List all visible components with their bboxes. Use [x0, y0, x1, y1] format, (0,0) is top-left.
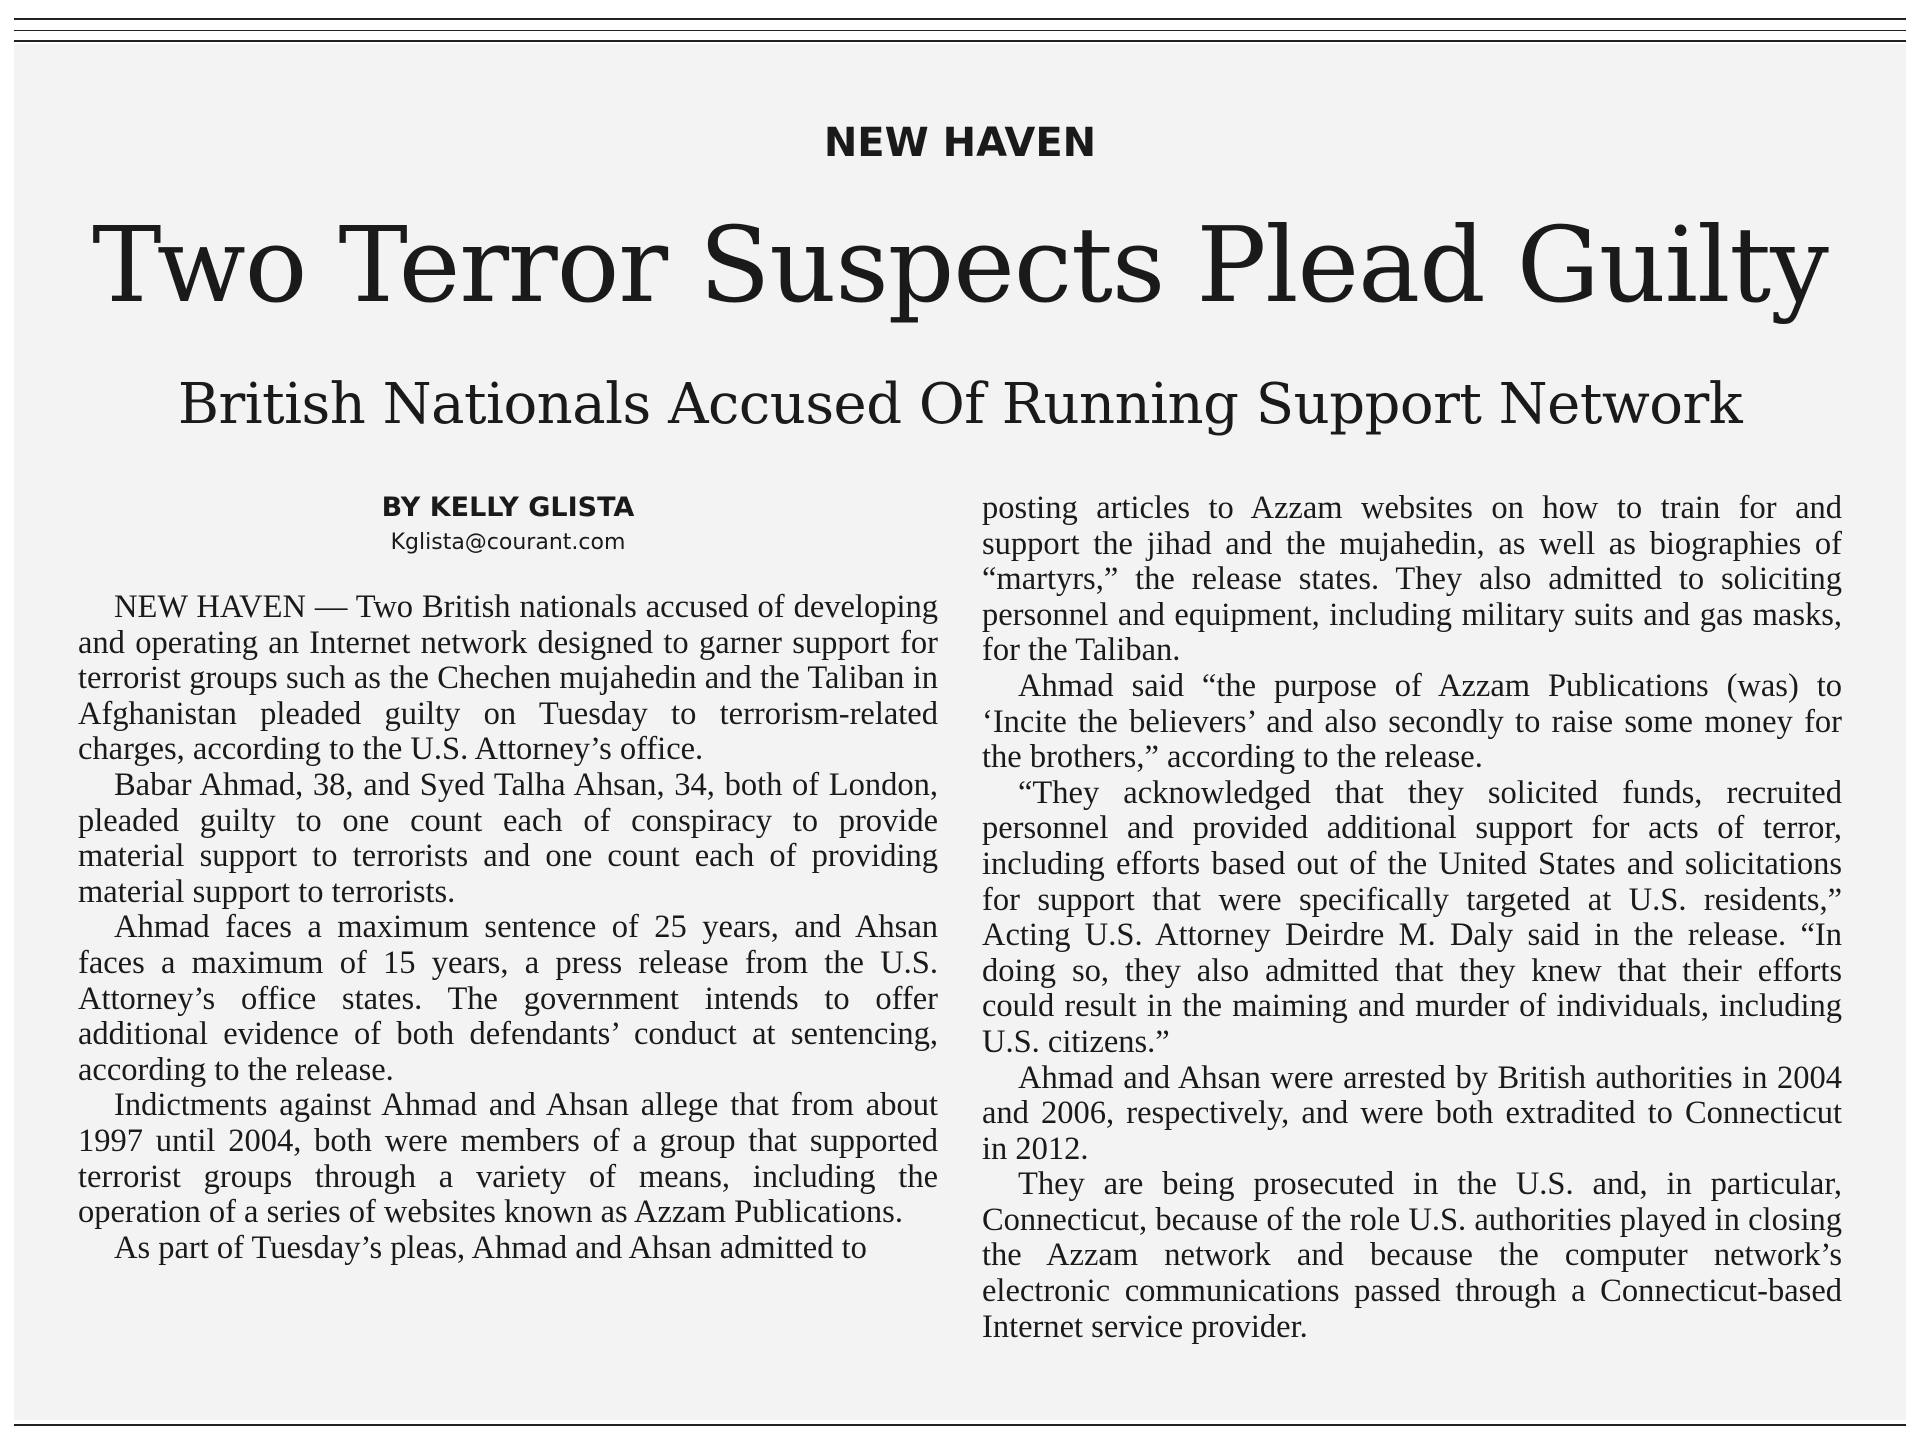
- paragraph: As part of Tuesday’s pleas, Ahmad and Ahsan admitted to: [114, 1229, 867, 1266]
- paragraph: Ahmad said “the purpose of Azzam Publications (was) to ‘Incite the believers’ and also secondly to raise some money for the brothers,” according to the release.: [982, 667, 1842, 776]
- article-column-right: [982, 491, 1842, 1345]
- top-rule: [14, 18, 1906, 20]
- subheadline: British Nationals Accused Of Running Support Network: [177, 372, 1743, 437]
- headline: Two Terror Suspects Plead Guilty: [92, 204, 1828, 326]
- paragraph: “They acknowledged that they solicited funds, recruited personnel and provided additional support for acts of terror, including efforts based out of the United States and solicitations for support that were specifically targeted at U.S. residents,” Acting U.S. Attorney Deirdre M. Daly said in the release. “In doing so, they also admitted that they knew that their efforts could result in the maiming and murder of individuals, including U.S. citizens.”: [982, 774, 1842, 1060]
- paragraph: posting articles to Azzam websites on how to train for and support the jihad and the mujahedin, as well as biographies of “martyrs,” the release states. They also admitted to soliciting personnel and equipment, including military suits and gas masks, for the Taliban.: [982, 490, 1842, 669]
- byline: BY KELLY GLISTA: [381, 492, 635, 523]
- paragraph: NEW HAVEN — Two British nationals accused of developing and operating an Internet network designed to garner support for terrorist groups such as the Chechen mujahedin and the Taliban in Afghanistan pleaded guilty on Tuesday to terrorism-related charges, according to the U.S. Attorney’s office.: [78, 589, 938, 768]
- top-rule-thin: [14, 30, 1906, 31]
- top-rule-lower: [14, 40, 1906, 42]
- paragraph: Babar Ahmad, 38, and Syed Talha Ahsan, 34, both of London, pleaded guilty to one count each of conspiracy to provide material support to terrorists and one count each of providing material support to terrorists.: [78, 766, 938, 910]
- paragraph: Ahmad faces a maximum sentence of 25 years, and Ahsan faces a maximum of 15 years, a press release from the U.S. Attorney’s office states. The government intends to offer additional evidence of both defendants’ conduct at sentencing, according to the release.: [78, 909, 938, 1088]
- bottom-rule: [14, 1424, 1906, 1426]
- paragraph: Ahmad and Ahsan were arrested by British authorities in 2004 and 2006, respectively, and were both extradited to Connecticut in 2012.: [982, 1059, 1842, 1167]
- article-column-left: [78, 590, 938, 1266]
- paragraph: Indictments against Ahmad and Ahsan allege that from about 1997 until 2004, both were members of a group that supported terrorist groups through a variety of means, including the operation of a series of websites known as Azzam Publications.: [78, 1087, 938, 1231]
- author-email: Kglista@courant.com: [390, 530, 626, 555]
- section-kicker: NEW HAVEN: [823, 120, 1097, 166]
- paragraph: They are being prosecuted in the U.S. and, in particular, Connecticut, because of the role U.S. authorities played in closing the Azzam network and because the computer network’s electronic communications passed through a Connecticut-based Internet service provider.: [982, 1166, 1842, 1345]
